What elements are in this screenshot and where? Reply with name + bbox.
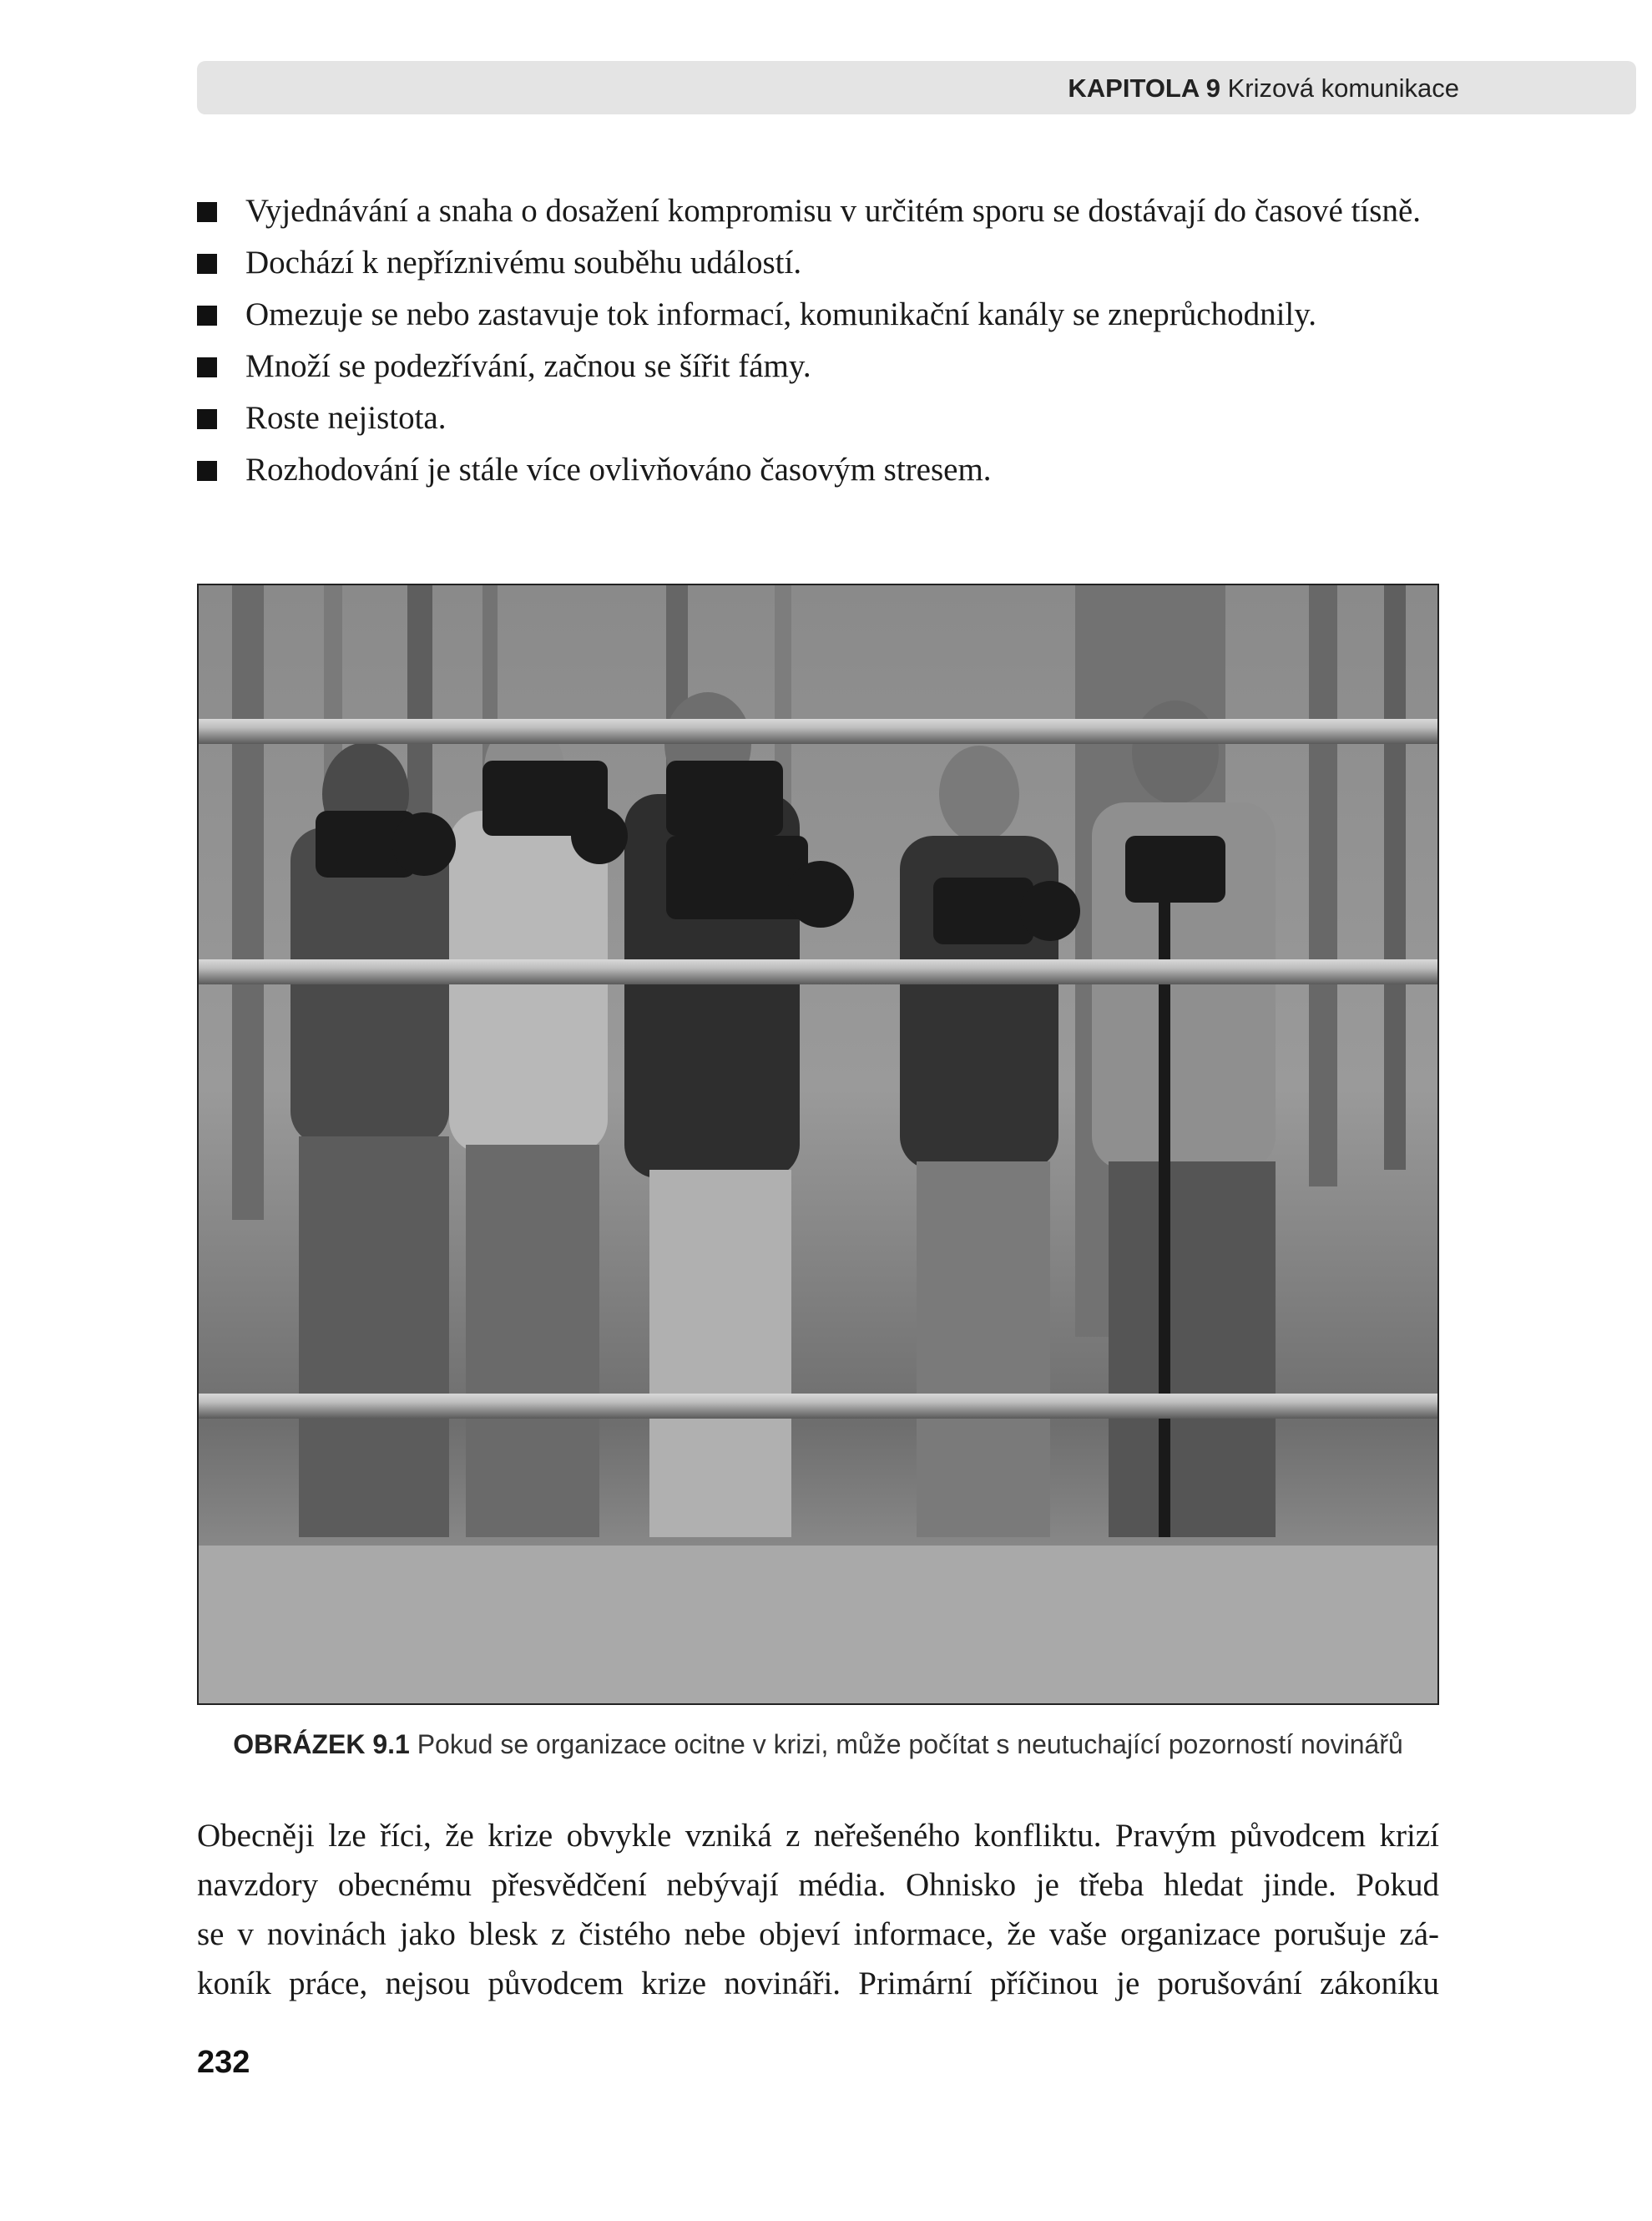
square-bullet-icon xyxy=(197,357,217,377)
figure-caption xyxy=(197,1729,1439,1760)
list-item xyxy=(197,392,1457,444)
list-item xyxy=(197,341,1457,392)
square-bullet-icon xyxy=(197,306,217,326)
list-item-text: Vyjednávání a snaha o dosažení kompromisu v určitém sporu se dostávají do časové tísně. xyxy=(245,193,1421,229)
chapter-label: KAPITOLA 9 xyxy=(1068,73,1220,103)
list-item-text: Rozhodování je stále více ovlivňováno časovým stresem. xyxy=(245,452,992,488)
square-bullet-icon xyxy=(197,202,217,222)
page-number: 232 xyxy=(197,2045,250,2080)
body-line: Obecněji lze říci, že krize obvykle vzniká z neřešeného konfliktu. Pravým původcem krizí xyxy=(197,1818,1439,1854)
chapter-title: Krizová komunikace xyxy=(1227,73,1459,103)
list-item-text: Roste nejistota. xyxy=(245,400,447,436)
square-bullet-icon xyxy=(197,461,217,481)
bullet-list xyxy=(197,185,1457,496)
list-item xyxy=(197,289,1457,341)
list-item xyxy=(197,444,1457,496)
list-item xyxy=(197,237,1457,289)
list-item xyxy=(197,185,1457,237)
list-item-text: Dochází k nepříznivému souběhu událostí. xyxy=(245,245,802,281)
photo-journalists-behind-fence xyxy=(199,585,1437,1703)
square-bullet-icon xyxy=(197,409,217,429)
body-paragraph xyxy=(197,1811,1439,2008)
body-line: se v novinách jako blesk z čistého nebe objeví informace, že vaše organizace porušuje zá- xyxy=(197,1916,1439,1952)
figure-photo xyxy=(197,584,1439,1705)
figure-caption-text: Pokud se organizace ocitne v krizi, může počítat s neutuchající pozorností novinářů xyxy=(417,1729,1403,1759)
list-item-text: Množí se podezřívání, začnou se šířit fámy. xyxy=(245,348,811,384)
running-header xyxy=(1068,73,1459,104)
body-line: koník práce, nejsou původcem krize novináři. Primární příčinou je porušování zákoníku xyxy=(197,1966,1439,2001)
body-line: navzdory obecnému přesvědčení nebývají média. Ohnisko je třeba hledat jinde. Pokud xyxy=(197,1867,1439,1903)
square-bullet-icon xyxy=(197,254,217,274)
list-item-text: Omezuje se nebo zastavuje tok informací, komunikační kanály se zneprůchodnily. xyxy=(245,296,1316,332)
figure-label: OBRÁZEK 9.1 xyxy=(233,1729,410,1759)
